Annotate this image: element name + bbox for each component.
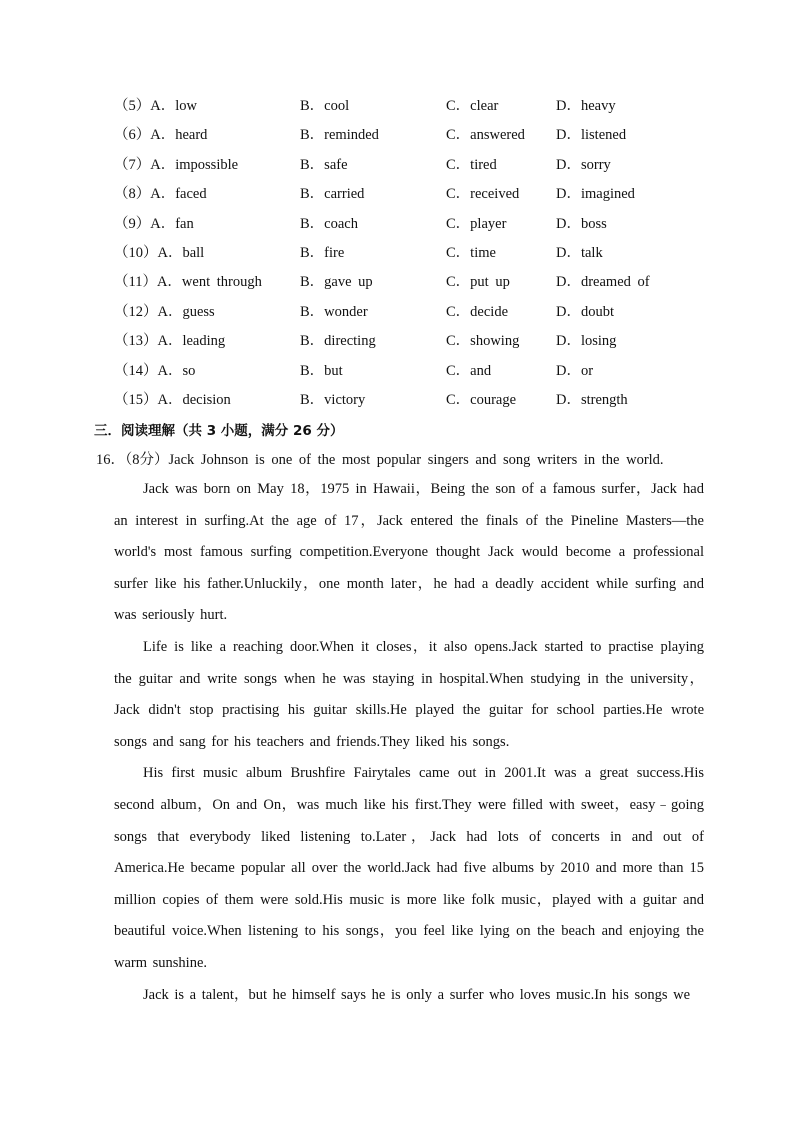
option-b: B．victory <box>300 391 366 408</box>
option-c: C．decide <box>446 303 509 320</box>
option-b: B．wonder <box>300 303 368 320</box>
option-row-9 <box>114 210 714 239</box>
option-d: D．imagined <box>556 186 635 203</box>
option-a: （8）A．faced <box>114 186 207 203</box>
option-d: D．or <box>556 362 594 379</box>
option-row-6 <box>114 121 714 150</box>
option-c: C．player <box>446 215 507 232</box>
option-d: D．doubt <box>556 303 614 320</box>
option-b: B．cool <box>300 98 350 114</box>
option-d: D．dreamed of <box>556 274 650 291</box>
reading-passage <box>114 474 704 1011</box>
option-a: （7）A．impossible <box>114 156 239 173</box>
option-b: B．gave up <box>300 274 373 291</box>
option-d: D．strength <box>556 391 628 408</box>
option-row-7 <box>114 151 714 180</box>
option-a: （13）A．leading <box>114 333 226 350</box>
option-a: （11）A．went through <box>114 274 262 291</box>
option-row-8 <box>114 180 714 209</box>
option-b: B．directing <box>300 333 376 350</box>
question-header: 16．（8分）Jack Johnson is one of the most popular singers and song writers in the world. <box>96 452 664 468</box>
option-row-12 <box>114 298 714 327</box>
option-b: B．safe <box>300 156 348 173</box>
option-a: （12）A．guess <box>114 303 215 320</box>
option-a: （6）A．heard <box>114 127 208 144</box>
option-c: C．clear <box>446 98 499 114</box>
option-c: C．showing <box>446 333 520 350</box>
option-c: C．time <box>446 244 496 261</box>
answer-options <box>114 92 714 415</box>
option-d: D．sorry <box>556 156 611 173</box>
option-c: C．answered <box>446 127 525 144</box>
option-b: B．carried <box>300 186 365 203</box>
option-b: B．coach <box>300 215 358 232</box>
option-row-13 <box>114 327 714 356</box>
passage-paragraph-1: Jack was born on May 18，1975 in Hawaii，Being the son of a famous surfer，Jack had an interest in surfing.At the age of 17，Jack entered the finals of the Pineline Masters—the world's most famous surfing competition.Everyone thought Jack would become a professional surfer like his father.Unluckily，one month later，he had a deadly accident while surfing and was seriously hurt. <box>114 481 704 624</box>
passage-paragraph-3: His first music album Brushfire Fairytales came out in 2001.It was a great success.His second album，On and On，was much like his first.They were filled with sweet，easy﹣going songs that everybody liked listening to.Later，Jack had lots of concerts in and out of America.He became popular all over the world.Jack had five albums by 2010 and more than 15 million copies of them were sold.His music is more like folk music，played with a guitar and beautiful voice.When listening to his songs，you feel like lying on the beach and enjoying the warm sunshine. <box>114 765 704 971</box>
option-c: C．and <box>446 362 492 379</box>
option-row-10 <box>114 239 714 268</box>
option-a: （14）A．so <box>114 362 196 379</box>
option-d: D．boss <box>556 215 607 232</box>
option-a: （15）A．decision <box>114 391 231 408</box>
option-d: D．listened <box>556 127 627 144</box>
option-row-5 <box>114 92 714 121</box>
option-a: （10）A．ball <box>114 244 205 261</box>
option-a: （9）A．fan <box>114 215 194 232</box>
option-row-14 <box>114 357 714 386</box>
option-a: （5）A．low <box>114 98 197 114</box>
section-title: 三．阅读理解（共 3 小题，满分 26 分） <box>94 423 344 439</box>
passage-paragraph-4: Jack is a talent，but he himself says he is only a surfer who loves music.In his songs we <box>143 986 691 1003</box>
option-d: D．heavy <box>556 98 616 114</box>
option-row-11 <box>114 268 714 297</box>
option-d: D．losing <box>556 333 617 350</box>
option-c: C．courage <box>446 391 517 408</box>
option-row-15 <box>114 386 714 415</box>
option-b: B．but <box>300 362 343 379</box>
option-d: D．talk <box>556 244 603 261</box>
option-b: B．fire <box>300 244 345 261</box>
option-b: B．reminded <box>300 127 379 144</box>
passage-paragraph-2: Life is like a reaching door.When it closes，it also opens.Jack started to practise playing the guitar and write songs when he was staying in hospital.When studying in the university，Jack didn't stop practising his guitar skills.He played the guitar for school parties.He wrote songs and sang for his teachers and friends.They liked his songs. <box>114 638 704 750</box>
option-c: C．put up <box>446 274 510 291</box>
option-c: C．received <box>446 186 520 203</box>
option-c: C．tired <box>446 156 497 173</box>
